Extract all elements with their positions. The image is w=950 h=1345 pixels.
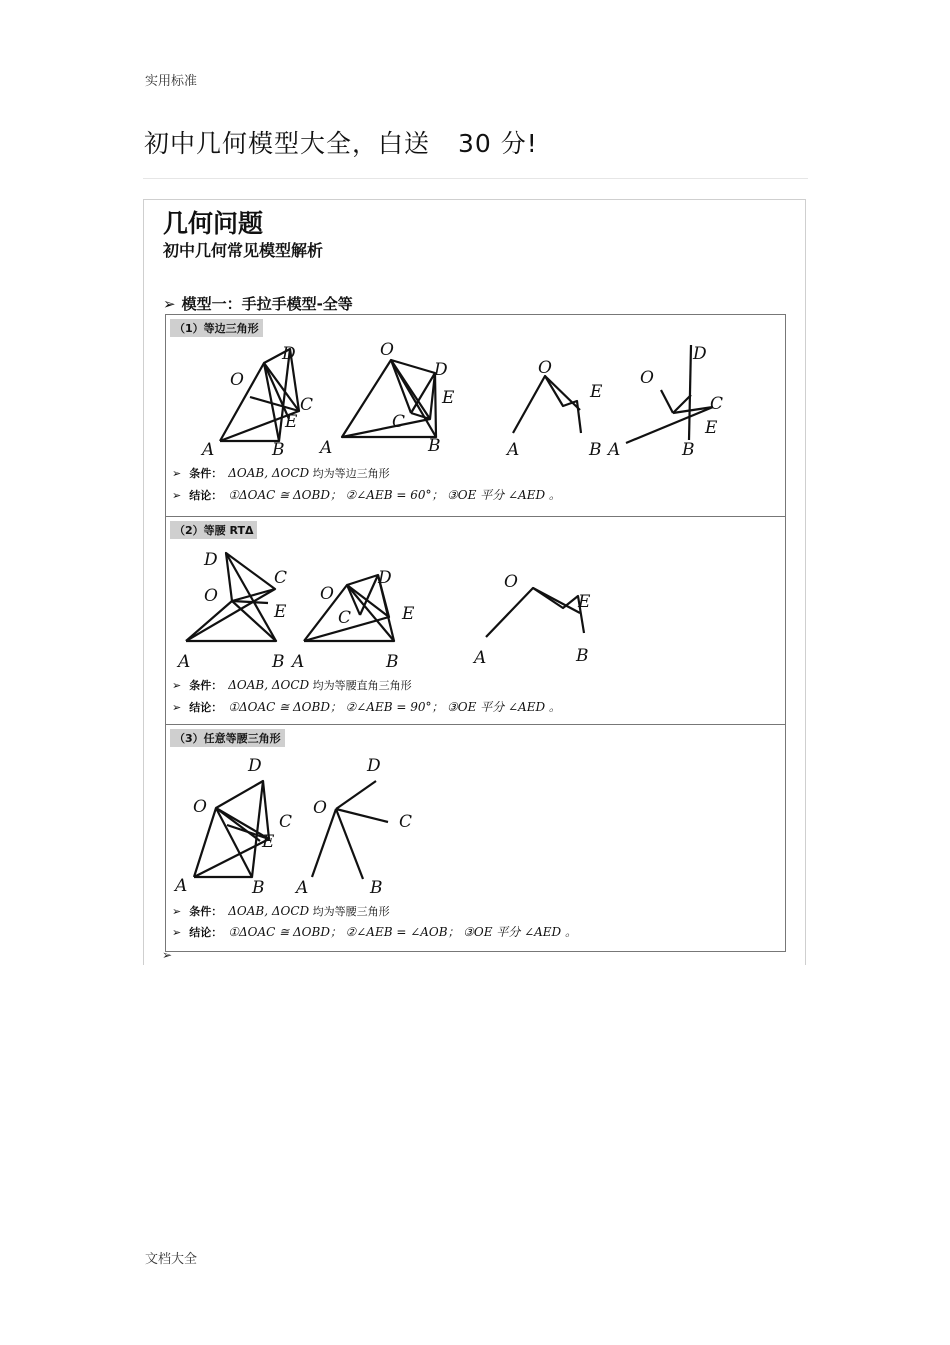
label-B: B bbox=[252, 878, 265, 898]
label-O: O bbox=[504, 572, 518, 592]
label-C: C bbox=[274, 568, 288, 588]
panel-equilateral bbox=[165, 314, 786, 517]
label-B: B bbox=[589, 440, 602, 460]
label-A: A bbox=[296, 878, 309, 898]
label-B: B bbox=[370, 878, 383, 898]
label-A: A bbox=[175, 876, 188, 896]
title-main: 初中几何模型大全，白送 bbox=[144, 129, 431, 158]
label-C: C bbox=[300, 395, 314, 415]
label-B: B bbox=[272, 440, 285, 460]
figures-isosceles-right bbox=[166, 517, 785, 725]
label-E: E bbox=[285, 412, 298, 432]
label-B: B bbox=[428, 436, 441, 456]
label-C: C bbox=[710, 394, 724, 414]
label-E: E bbox=[262, 832, 275, 852]
label-C: C bbox=[279, 812, 293, 832]
label-A: A bbox=[320, 438, 333, 458]
doc-subheading: 初中几何常见模型解析 bbox=[163, 241, 324, 260]
label-O: O bbox=[204, 586, 218, 606]
label-D: D bbox=[282, 344, 296, 364]
conclusion-line: ➢ 结论： ①ΔOAC ≅ ΔOBD； ②∠AEB = 90°； ③OE 平分 ∠AED 。 bbox=[172, 700, 561, 714]
label-E: E bbox=[442, 388, 455, 408]
label-D: D bbox=[434, 360, 448, 380]
label-D: D bbox=[378, 568, 392, 588]
panel-isosceles-right bbox=[165, 516, 786, 725]
scanned-figure bbox=[143, 199, 806, 965]
label-A: A bbox=[178, 652, 191, 672]
condition-line: ➢ 条件： ΔOAB, ΔOCD 均为等边三角形 bbox=[172, 466, 390, 480]
conclusion-line: ➢ 结论： ①ΔOAC ≅ ΔOBD； ②∠AEB = 60°； ③OE 平分 ∠AED 。 bbox=[172, 488, 561, 502]
label-A: A bbox=[202, 440, 215, 460]
label-D: D bbox=[248, 756, 262, 776]
label-E: E bbox=[402, 604, 415, 624]
panel-tag: （2）等腰 RTΔ bbox=[170, 521, 257, 539]
label-A: A bbox=[608, 440, 621, 460]
label-E: E bbox=[590, 382, 603, 402]
title-number: 30 分! bbox=[458, 129, 538, 158]
panel-tag: （3）任意等腰三角形 bbox=[170, 729, 285, 747]
label-A: A bbox=[292, 652, 305, 672]
label-O: O bbox=[230, 370, 244, 390]
label-B: B bbox=[272, 652, 285, 672]
page-header: 实用标准 bbox=[145, 74, 198, 89]
page-title bbox=[144, 124, 538, 160]
label-O: O bbox=[193, 797, 207, 817]
page-footer: 文档大全 bbox=[145, 1252, 198, 1267]
label-C: C bbox=[338, 608, 352, 628]
label-B: B bbox=[386, 652, 399, 672]
label-D: D bbox=[204, 550, 218, 570]
label-O: O bbox=[320, 584, 334, 604]
panel-tag: （1）等边三角形 bbox=[170, 319, 263, 337]
label-B: B bbox=[576, 646, 589, 666]
doc-heading: 几何问题 bbox=[163, 209, 264, 238]
panel-isosceles bbox=[165, 724, 786, 952]
label-O: O bbox=[313, 798, 327, 818]
condition-line: ➢ 条件： ΔOAB, ΔOCD 均为等腰三角形 bbox=[172, 904, 390, 918]
label-C: C bbox=[399, 812, 413, 832]
label-E: E bbox=[274, 602, 287, 622]
label-O: O bbox=[538, 358, 552, 378]
label-O: O bbox=[640, 368, 654, 388]
label-B: B bbox=[682, 440, 695, 460]
conclusion-line: ➢ 结论： ①ΔOAC ≅ ΔOBD； ②∠AEB = ∠AOB； ③OE 平分 ∠AED 。 bbox=[172, 925, 577, 939]
model-heading bbox=[163, 293, 353, 314]
arrow-icon: ➢ bbox=[163, 295, 176, 313]
label-O: O bbox=[380, 340, 394, 360]
label-E: E bbox=[578, 592, 591, 612]
model-heading-text: 模型一：手拉手模型-全等 bbox=[181, 295, 353, 313]
label-D: D bbox=[367, 756, 381, 776]
label-E: E bbox=[705, 418, 718, 438]
arrow-icon: ➢ bbox=[162, 948, 173, 962]
label-A: A bbox=[507, 440, 520, 460]
label-C: C bbox=[392, 412, 406, 432]
label-D: D bbox=[693, 344, 707, 364]
divider bbox=[143, 178, 808, 179]
condition-line: ➢ 条件： ΔOAB, ΔOCD 均为等腰直角三角形 bbox=[172, 678, 412, 692]
label-A: A bbox=[474, 648, 487, 668]
